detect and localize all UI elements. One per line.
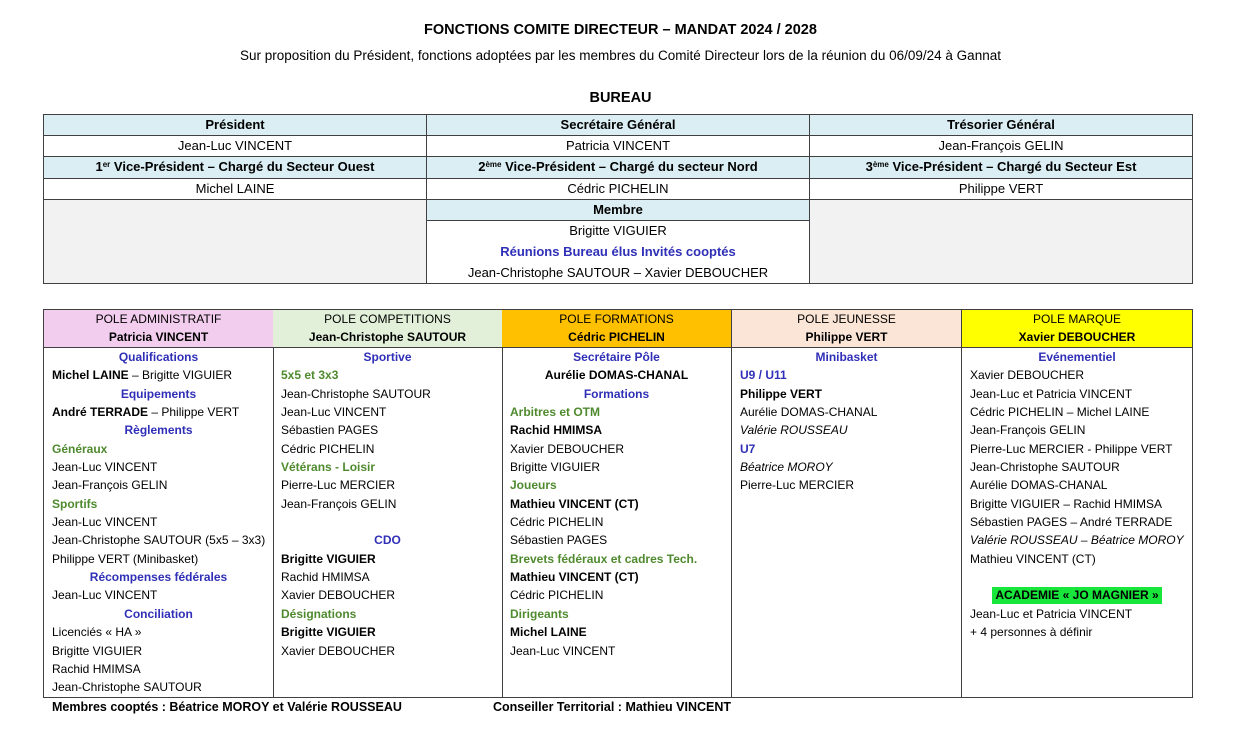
bureau-column-right xyxy=(809,114,1193,200)
bureau-table xyxy=(43,114,1193,284)
pole-name: POLE JEUNESSE xyxy=(797,312,896,326)
pole-name: POLE FORMATIONS xyxy=(559,312,674,326)
pole-row: Généraux xyxy=(52,441,108,456)
president-name: Jean-Luc VINCENT xyxy=(43,136,427,158)
pole-row: Joueurs xyxy=(510,478,557,493)
pole-row: + 4 personnes à définir xyxy=(970,625,1093,640)
pole-body xyxy=(502,348,731,660)
pole-row: Jean-François GELIN xyxy=(281,496,397,511)
pole-row: Brigitte VIGUIER xyxy=(281,551,376,566)
pole-row: Brigitte VIGUIER xyxy=(510,460,601,475)
pole-formations xyxy=(502,310,732,697)
pole-row: Conciliation xyxy=(124,606,193,621)
tresorier-label: Trésorier Général xyxy=(809,114,1193,136)
footer-cooptes: Membres cooptés : Béatrice MOROY et Valérie ROUSSEAU xyxy=(52,700,402,714)
pole-row: Pierre-Luc MERCIER xyxy=(281,478,396,493)
pole-row: CDO xyxy=(374,533,401,548)
pole-row: Jean-Christophe SAUTOUR (5x5 – 3x3) xyxy=(52,533,266,548)
pole-row: Mathieu VINCENT (CT) xyxy=(510,496,639,511)
pole-row: Sportive xyxy=(363,350,412,364)
pole-row: Evénementiel xyxy=(1038,350,1116,364)
pole-row: Jean-Luc et Patricia VINCENT xyxy=(970,606,1133,621)
pole-row: Xavier DEBOUCHER xyxy=(970,368,1085,383)
pole-row: Vétérans - Loisir xyxy=(281,460,376,475)
pole-row: Récompenses fédérales xyxy=(89,570,228,585)
pole-row: Cédric PICHELIN xyxy=(510,515,604,530)
pole-header xyxy=(273,310,502,348)
pole-chief: Xavier DEBOUCHER xyxy=(1018,330,1136,344)
pole-name: POLE ADMINISTRATIF xyxy=(95,312,222,326)
pole-body xyxy=(273,348,502,660)
pole-row xyxy=(273,513,502,531)
pole-name: POLE MARQUE xyxy=(1032,312,1122,326)
pole-row: Jean-François GELIN xyxy=(970,423,1086,438)
page-title: FONCTIONS COMITE DIRECTEUR – MANDAT 2024 / 2028 xyxy=(424,22,817,38)
pole-row: Aurélie DOMAS-CHANAL xyxy=(544,368,689,383)
pole-row: Minibasket xyxy=(815,350,878,364)
pole-row: Brigitte VIGUIER xyxy=(281,625,376,640)
secretaire-name: Patricia VINCENT xyxy=(426,136,810,158)
pole-row: U7 xyxy=(740,441,756,456)
pole-row: Michel LAINE xyxy=(510,625,587,640)
page-subtitle: Sur proposition du Président, fonctions adoptées par les membres du Comité Directeur lors de la réunion du 06/09/24 à Gannat xyxy=(240,48,1001,63)
pole-row: Dirigeants xyxy=(510,606,569,621)
pole-row: Rachid HMIMSA xyxy=(510,423,603,438)
pole-row: Rachid HMIMSA xyxy=(52,661,141,676)
pole-row: Xavier DEBOUCHER xyxy=(281,588,396,603)
pole-chief: Cédric PICHELIN xyxy=(568,330,665,344)
pole-row xyxy=(44,366,273,384)
pole-row-rest: – Philippe VERT xyxy=(148,405,240,420)
vp3-label: 3ème Vice-Président – Chargé du Secteur Est xyxy=(809,157,1193,179)
pole-row: Xavier DEBOUCHER xyxy=(510,441,625,456)
bureau-member-block xyxy=(426,200,810,284)
pole-body xyxy=(732,348,961,495)
pole-row: Arbitres et OTM xyxy=(510,405,601,420)
pole-row: Valérie ROUSSEAU – Béatrice MOROY xyxy=(970,533,1184,548)
pole-row: Jean-Luc VINCENT xyxy=(52,515,158,530)
pole-row: Brigitte VIGUIER xyxy=(52,643,143,658)
pole-row: Jean-François GELIN xyxy=(52,478,168,493)
pole-row: Aurélie DOMAS-CHANAL xyxy=(970,478,1108,493)
pole-row: Pierre-Luc MERCIER - Philippe VERT xyxy=(970,441,1173,456)
pole-row: Formations xyxy=(583,386,650,401)
pole-chief: Patricia VINCENT xyxy=(108,330,209,344)
pole-row: Jean-Luc et Patricia VINCENT xyxy=(970,386,1133,401)
membre-label: Membre xyxy=(426,200,810,221)
pole-row xyxy=(44,403,273,421)
pole-row: Sébastien PAGES xyxy=(510,533,608,548)
vp2-label: 2ème Vice-Président – Chargé du secteur Nord xyxy=(426,157,810,179)
pole-row: 5x5 et 3x3 xyxy=(281,368,339,383)
pole-row: Mathieu VINCENT (CT) xyxy=(970,551,1096,566)
pole-row: Qualifications xyxy=(118,350,199,364)
membre-name: Brigitte VIGUIER xyxy=(426,221,810,242)
bureau-empty-right xyxy=(809,200,1193,284)
pole-jeunesse xyxy=(732,310,962,697)
pole-name: POLE COMPETITIONS xyxy=(324,312,451,326)
pole-row: Equipements xyxy=(120,386,197,401)
pole-row: Xavier DEBOUCHER xyxy=(281,643,396,658)
invites-label: Réunions Bureau élus Invités cooptés xyxy=(426,242,810,263)
pole-row-lead: Michel LAINE xyxy=(52,368,129,383)
pole-row: Jean-Luc VINCENT xyxy=(510,643,616,658)
bureau-column-left xyxy=(43,114,427,200)
pole-chief: Philippe VERT xyxy=(805,330,888,344)
pole-row: Jean-Luc VINCENT xyxy=(52,460,158,475)
pole-header xyxy=(962,310,1192,348)
pole-row xyxy=(962,586,1192,604)
pole-header xyxy=(502,310,731,348)
pole-row: Cédric PICHELIN xyxy=(281,441,375,456)
pole-row xyxy=(962,568,1192,586)
academie-label: ACADEMIE « JO MAGNIER » xyxy=(992,587,1161,604)
pole-row: Jean-Luc VINCENT xyxy=(52,588,158,603)
secretaire-label: Secrétaire Général xyxy=(426,114,810,136)
footer-conseiller: Conseiller Territorial : Mathieu VINCENT xyxy=(493,700,732,714)
pole-row: Béatrice MOROY xyxy=(740,460,833,475)
pole-row: Jean-Christophe SAUTOUR xyxy=(970,460,1120,475)
bureau-title: BUREAU xyxy=(589,90,652,106)
pole-row: Cédric PICHELIN – Michel LAINE xyxy=(970,405,1150,420)
pole-row: Brigitte VIGUIER – Rachid HMIMSA xyxy=(970,496,1163,511)
vp2-name: Cédric PICHELIN xyxy=(426,179,810,201)
bureau-column-middle xyxy=(426,114,810,200)
pole-row: Secrétaire Pôle xyxy=(573,350,660,364)
pole-row-lead: André TERRADE xyxy=(52,405,149,420)
pole-row: Jean-Christophe SAUTOUR xyxy=(52,680,202,695)
pole-header xyxy=(732,310,961,348)
vp3-name: Philippe VERT xyxy=(809,179,1193,201)
pole-row: Aurélie DOMAS-CHANAL xyxy=(740,405,878,420)
vp1-label: 1er Vice-Président – Chargé du Secteur Ouest xyxy=(43,157,427,179)
pole-row: Valérie ROUSSEAU xyxy=(740,423,848,438)
pole-row: Pierre-Luc MERCIER xyxy=(740,478,855,493)
poles-table xyxy=(43,309,1193,698)
pole-row: Cédric PICHELIN xyxy=(510,588,604,603)
pole-header xyxy=(44,310,273,348)
pole-row: U9 / U11 xyxy=(740,368,787,383)
pole-competitions xyxy=(273,310,503,697)
pole-row: Sébastien PAGES xyxy=(281,423,379,438)
pole-row: Licenciés « HA » xyxy=(52,625,142,640)
pole-row: Jean-Christophe SAUTOUR xyxy=(281,386,431,401)
pole-row: Philippe VERT (Minibasket) xyxy=(52,551,199,566)
pole-marque xyxy=(962,310,1192,697)
pole-body xyxy=(44,348,273,697)
pole-chief: Jean-Christophe SAUTOUR xyxy=(308,330,467,344)
invites-names: Jean-Christophe SAUTOUR – Xavier DEBOUCHER xyxy=(426,263,810,284)
pole-row: Mathieu VINCENT (CT) xyxy=(510,570,639,585)
president-label: Président xyxy=(43,114,427,136)
bureau-empty-left xyxy=(43,200,427,284)
tresorier-name: Jean-François GELIN xyxy=(809,136,1193,158)
pole-row: Désignations xyxy=(281,606,357,621)
vp1-name: Michel LAINE xyxy=(43,179,427,201)
pole-row: Brevets fédéraux et cadres Tech. xyxy=(510,551,698,566)
pole-row: Sébastien PAGES – André TERRADE xyxy=(970,515,1173,530)
pole-body xyxy=(962,348,1192,642)
pole-row: Rachid HMIMSA xyxy=(281,570,370,585)
pole-row: Philippe VERT xyxy=(740,386,823,401)
pole-row: Règlements xyxy=(124,423,193,438)
pole-administratif xyxy=(44,310,274,697)
pole-row-rest: – Brigitte VIGUIER xyxy=(128,368,233,383)
pole-row: Sportifs xyxy=(52,496,98,511)
pole-row: Jean-Luc VINCENT xyxy=(281,405,387,420)
